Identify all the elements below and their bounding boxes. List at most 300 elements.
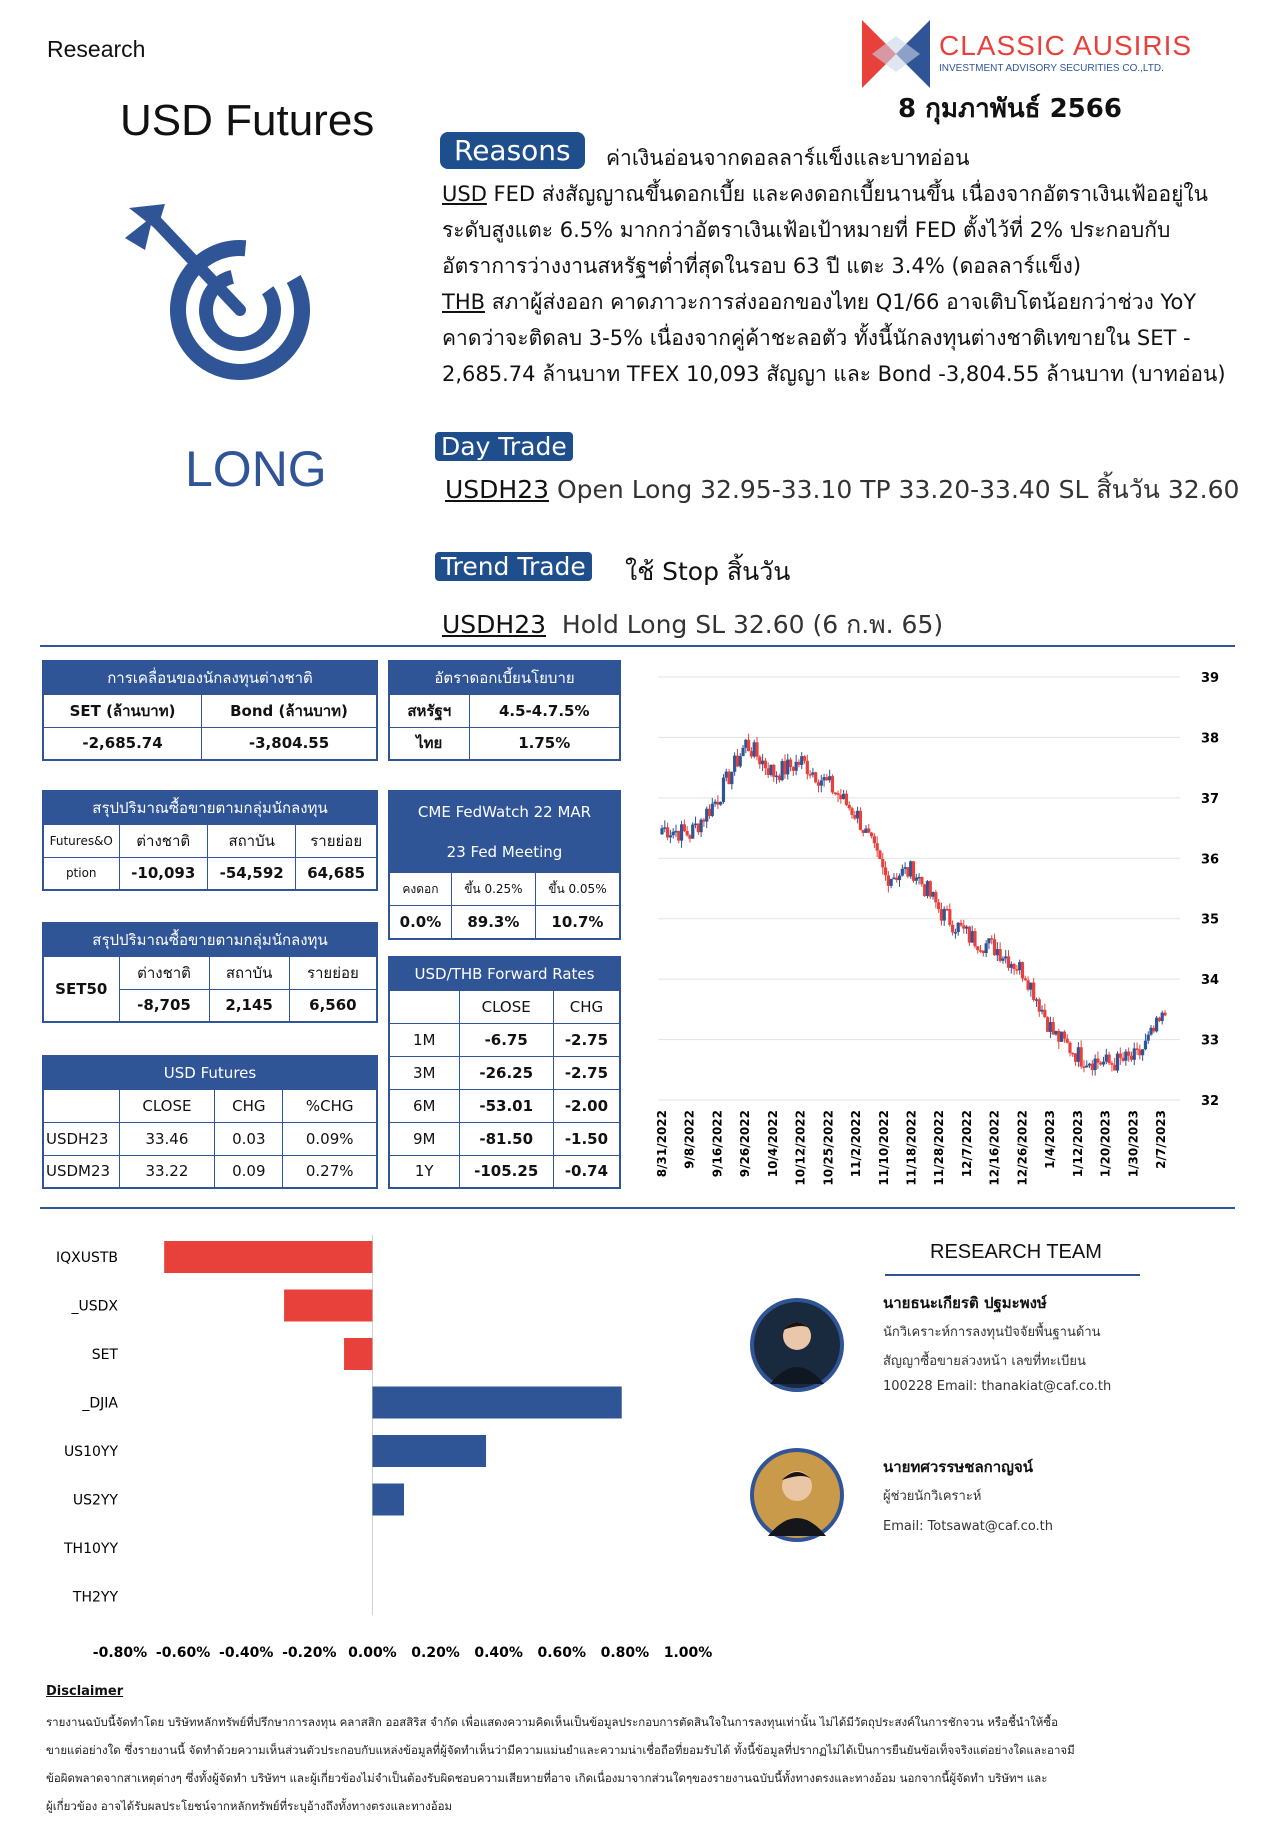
cell: -8,705 <box>119 989 209 1022</box>
candle-body <box>711 804 714 816</box>
candle-body <box>741 748 744 756</box>
candle-body <box>674 831 677 833</box>
target-icon <box>125 200 325 380</box>
candle-body <box>817 782 820 785</box>
candle-body <box>853 815 856 819</box>
candle-body <box>750 751 753 756</box>
col-header: รายย่อย <box>289 956 377 989</box>
forward-title: USD/THB Forward Rates <box>389 957 620 990</box>
x-tick-label: 12/16/2022 <box>987 1110 1002 1186</box>
candle-body <box>982 951 985 953</box>
cell: -6.75 <box>459 1023 553 1056</box>
candle-body <box>895 878 898 880</box>
candle-body <box>736 756 739 767</box>
member-2-name: นายทศวรรษชลกาญจน์ <box>883 1458 1033 1476</box>
row-label: SET50 <box>43 956 119 1022</box>
candle-body <box>702 820 705 822</box>
set50-flow-table <box>42 922 378 1023</box>
y-tick-label: 36 <box>1200 852 1220 868</box>
candle-body <box>959 923 962 926</box>
candle-body <box>834 792 837 794</box>
reasons-usd <box>442 176 1262 392</box>
candle-body <box>822 777 825 780</box>
candle-body <box>931 892 934 897</box>
candle-body <box>915 878 918 881</box>
candle-body <box>1054 1031 1057 1035</box>
candle-body <box>1121 1058 1124 1061</box>
candle-body <box>1024 978 1027 980</box>
candle-body <box>965 927 968 929</box>
x-tick-label: 10/4/2022 <box>765 1110 780 1178</box>
cell: 89.3% <box>451 906 535 939</box>
candle-body <box>1035 999 1038 1001</box>
candle-body <box>666 827 669 837</box>
candle-body <box>708 809 711 816</box>
thb-tag: THB <box>442 290 486 314</box>
day-trade-text: Open Long 32.95-33.10 TP 33.20-33.40 SL สิ้นวัน 32.60 <box>549 475 1240 504</box>
candle-body <box>786 760 789 775</box>
candle-body <box>806 761 809 774</box>
candle-body <box>705 809 708 822</box>
col-header: CHG <box>215 1089 283 1122</box>
x-tick-label: 11/10/2022 <box>876 1110 891 1186</box>
x-tick-label: -0.80% <box>92 1645 148 1661</box>
candle-body <box>1099 1063 1102 1065</box>
trend-trade-tag: Trend Trade <box>435 552 592 581</box>
cell: -2.75 <box>553 1023 620 1056</box>
x-tick-label: 2/7/2023 <box>1154 1110 1168 1169</box>
candle-body <box>803 756 806 761</box>
candle-body <box>892 878 895 880</box>
candle-body <box>979 950 982 952</box>
candle-body <box>1077 1047 1080 1062</box>
col-header: รายย่อย <box>296 824 377 857</box>
candle-body <box>814 772 817 782</box>
candle-body <box>725 772 728 778</box>
x-tick-label: 0.80% <box>600 1645 650 1661</box>
candle-body <box>783 761 786 774</box>
cell: -53.01 <box>459 1089 553 1122</box>
forward-rates-table <box>388 956 621 1189</box>
candle-body <box>962 925 965 928</box>
candle-body <box>1043 1010 1046 1017</box>
col-header: คงดอก <box>389 873 451 906</box>
cell: -2.75 <box>553 1056 620 1089</box>
policy-rate-table <box>388 660 621 761</box>
row-label: 6M <box>389 1089 459 1122</box>
candle-body <box>884 867 887 875</box>
row-label: 1Y <box>389 1155 459 1188</box>
candle-body <box>800 756 803 765</box>
candle-body <box>1074 1053 1077 1061</box>
usd-line: FED ส่งสัญญาณขึ้นดอกเบี้ย และคงดอกเบี้ยนานขึ้น เนื่องจากอัตราเงินเฟ้ออยู่ใน <box>486 182 1209 206</box>
candle-body <box>722 778 725 802</box>
reasons-tag: Reasons <box>440 132 585 169</box>
bar <box>372 1387 621 1419</box>
report-date: 8 กุมภาพันธ์ 2566 <box>898 94 1122 124</box>
category-label: SET <box>91 1347 118 1363</box>
candle-body <box>940 909 943 921</box>
candle-body <box>996 949 999 955</box>
foreign-flow-table <box>42 660 378 761</box>
col-header: CLOSE <box>119 1089 215 1122</box>
candle-body <box>873 836 876 843</box>
candle-body <box>716 802 719 805</box>
candle-body <box>1163 1013 1166 1016</box>
candle-body <box>694 824 697 826</box>
col-header: Bond (ล้านบาท) <box>202 694 377 727</box>
candle-body <box>1046 1017 1049 1032</box>
team-title-underline <box>885 1274 1140 1276</box>
candle-body <box>867 828 870 832</box>
candle-body <box>848 805 851 808</box>
avatar-icon <box>750 1448 844 1542</box>
candle-body <box>1080 1047 1083 1066</box>
candle-body <box>987 938 990 943</box>
candle-body <box>820 780 823 785</box>
trend-trade-note: ใช้ Stop สิ้นวัน <box>625 557 791 586</box>
bar <box>164 1241 372 1273</box>
disclaimer-line: ผู้เกี่ยวข้อง อาจได้รับผลประโยชน์จากหลักทรัพย์ที่ระบุอ้างถึงทั้งทางตรงและทางอ้อม <box>46 1799 453 1813</box>
cell: 0.0% <box>389 906 451 939</box>
member-1-name: นายธนะเกียรติ ปฐมะพงษ์ <box>883 1294 1047 1312</box>
candle-body <box>1013 964 1016 969</box>
candle-body <box>669 835 672 837</box>
candle-body <box>713 802 716 804</box>
usd-futures-title: USD Futures <box>43 1056 377 1089</box>
candle-body <box>1063 1032 1066 1039</box>
candle-body <box>758 757 761 765</box>
candle-body <box>937 902 940 909</box>
x-tick-label: 0.40% <box>474 1645 523 1661</box>
candle-body <box>890 879 893 886</box>
col-header: CHG <box>553 990 620 1023</box>
y-tick-label: 35 <box>1200 912 1220 928</box>
candle-body <box>1066 1039 1069 1043</box>
cell: -1.50 <box>553 1122 620 1155</box>
cell: 4.5-4.7.5% <box>469 694 620 727</box>
usd-tag: USD <box>442 182 487 206</box>
candle-body <box>739 756 742 766</box>
candle-body <box>1144 1041 1147 1050</box>
candle-body <box>934 892 937 902</box>
futures-flow-title: สรุปปริมาณซื้อขายตามกลุ่มนักลงทุน <box>43 791 377 824</box>
x-tick-label: 1/20/2023 <box>1098 1110 1113 1178</box>
candle-body <box>809 774 812 776</box>
x-tick-label: 9/26/2022 <box>738 1110 753 1178</box>
candle-body <box>909 861 912 876</box>
trend-trade-text: Hold Long SL 32.60 (6 ก.พ. 65) <box>546 610 944 639</box>
candle-body <box>795 762 798 771</box>
col-header: CLOSE <box>459 990 553 1023</box>
cell: -3,804.55 <box>202 727 377 760</box>
candle-body <box>954 932 957 934</box>
fedwatch-title: CME FedWatch 22 MAR 23 Fed Meeting <box>389 791 620 873</box>
candle-body <box>917 877 920 879</box>
candle-body <box>985 943 988 953</box>
candle-body <box>993 939 996 955</box>
usd-line: อัตราการว่างงานสหรัฐฯต่ำที่สุดในรอบ 63 ปี แตะ 3.4% (ดอลลาร์แข็ง) <box>442 254 1082 278</box>
candle-body <box>990 938 993 940</box>
category-label: IQXUSTB <box>55 1250 118 1266</box>
candle-body <box>1108 1055 1111 1064</box>
cell: -81.50 <box>459 1122 553 1155</box>
candle-body <box>929 881 932 897</box>
candle-body <box>850 808 853 815</box>
candle-body <box>677 831 680 841</box>
bar <box>284 1290 372 1322</box>
candle-body <box>792 767 795 771</box>
cell: -0.74 <box>553 1155 620 1188</box>
candle-body <box>1049 1022 1052 1032</box>
cell: -105.25 <box>459 1155 553 1188</box>
x-tick-label: 9/16/2022 <box>710 1110 725 1178</box>
candle-body <box>878 851 881 859</box>
x-tick-label: -0.40% <box>219 1645 274 1661</box>
candle-body <box>688 835 691 838</box>
candle-body <box>755 742 758 756</box>
row-label: ption <box>43 857 119 890</box>
cell: 33.22 <box>119 1155 215 1188</box>
candle-body <box>1138 1050 1141 1056</box>
candle-body <box>831 776 834 792</box>
section-label: Research <box>47 36 146 62</box>
candle-body <box>1158 1018 1161 1021</box>
candle-body <box>1119 1053 1122 1057</box>
cell: -2,685.74 <box>43 727 202 760</box>
candle-body <box>1001 958 1004 960</box>
candle-body <box>898 876 901 880</box>
col-header: สถาบัน <box>209 956 289 989</box>
member-1-contact: 100228 Email: thanakiat@caf.co.th <box>883 1379 1112 1394</box>
x-tick-label: 0.00% <box>348 1645 397 1661</box>
candle-body <box>876 843 879 850</box>
candle-body <box>772 765 775 777</box>
candle-body <box>1026 980 1029 990</box>
candle-body <box>1029 983 1032 990</box>
team-title: RESEARCH TEAM <box>930 1241 1102 1263</box>
category-label: _USDX <box>71 1298 118 1315</box>
candle-body <box>811 772 814 774</box>
candle-body <box>973 931 976 946</box>
category-label: US10YY <box>63 1444 118 1460</box>
candle-body <box>1155 1018 1158 1032</box>
candle-body <box>1021 962 1024 978</box>
candle-body <box>828 776 831 780</box>
cell: 2,145 <box>209 989 289 1022</box>
candle-body <box>839 795 842 799</box>
candle-body <box>663 827 666 829</box>
row-label: USDH23 <box>43 1122 119 1155</box>
candle-body <box>1149 1028 1152 1035</box>
category-label: TH2YY <box>72 1589 118 1606</box>
x-tick-label: 0.60% <box>537 1645 587 1661</box>
candle-body <box>951 925 954 932</box>
candle-body <box>789 760 792 768</box>
x-tick-label: 1.00% <box>663 1645 713 1661</box>
cell: 0.09 <box>215 1155 283 1188</box>
disclaimer-line: ขายแต่อย่างใด ซึ่งรายงานนี้ จัดทำด้วยความเห็นส่วนตัวประกอบกับแหล่งข้อมูลที่ผู้จัดทำเห็นว่ามีความแม่นยำและความน่าเชื่อถือที่ยอมรับได้ ทั้งนี้ข้อมูลที่ปรากฏไม่ได้เป็นการยืนยันข้อเท็จจริงแต่อย่างใดและอาจมี <box>46 1743 1075 1757</box>
candle-body <box>1052 1022 1055 1034</box>
candle-body <box>1161 1013 1164 1021</box>
candle-body <box>948 909 951 925</box>
x-tick-label: 0.20% <box>411 1645 460 1661</box>
candle-body <box>901 869 904 876</box>
candle-body <box>1096 1059 1099 1063</box>
candle-body <box>1127 1052 1130 1056</box>
col-header: ขึ้น 0.25% <box>451 873 535 906</box>
candle-body <box>1135 1048 1138 1050</box>
candle-body <box>719 802 722 805</box>
candle-body <box>697 824 700 833</box>
candle-body <box>968 927 971 943</box>
row-label: Futures&O <box>43 824 119 857</box>
member-2-role: ผู้ช่วยนักวิเคราะห์ <box>883 1489 982 1504</box>
candle-body <box>700 820 703 833</box>
candle-body <box>1032 983 1035 1000</box>
candle-body <box>836 793 839 795</box>
cell: 1.75% <box>469 727 620 760</box>
x-tick-label: 1/12/2023 <box>1070 1110 1085 1178</box>
category-label: _DJIA <box>82 1395 118 1412</box>
cell: สหรัฐฯ <box>389 694 469 727</box>
reasons-headline: ค่าเงินอ่อนจากดอลลาร์แข็งและบาทอ่อน <box>606 146 970 170</box>
category-label: US2YY <box>72 1492 118 1509</box>
divider-top <box>40 645 1235 647</box>
candle-body <box>1147 1035 1150 1041</box>
candle-body <box>660 828 663 834</box>
thb-line: คาดว่าจะติดลบ 3-5% เนื่องจากคู่ค้าชะลอตัว ทั้งนี้นักลงทุนต่างชาติเทขายใน SET - <box>442 326 1191 350</box>
candle-body <box>999 949 1002 961</box>
company-logo-icon <box>862 20 930 88</box>
candle-body <box>753 742 756 756</box>
trend-trade-line <box>442 605 943 645</box>
candle-body <box>1060 1032 1063 1042</box>
candle-body <box>856 811 859 819</box>
cell: 10.7% <box>535 906 620 939</box>
signal-label: LONG <box>185 441 327 497</box>
x-tick-label: 11/2/2022 <box>849 1110 864 1178</box>
row-label: 1M <box>389 1023 459 1056</box>
cell: 64,685 <box>296 857 377 890</box>
candle-body <box>1018 962 1021 970</box>
candle-body <box>775 776 778 778</box>
row-label: 3M <box>389 1056 459 1089</box>
candle-body <box>957 923 960 932</box>
candle-body <box>912 861 915 880</box>
page-title: USD Futures <box>120 96 375 145</box>
price-chart <box>650 655 1240 1195</box>
candle-body <box>971 931 974 942</box>
candle-body <box>904 867 907 869</box>
candle-body <box>778 776 781 781</box>
candle-body <box>976 946 979 950</box>
candle-body <box>864 828 867 832</box>
policy-rate-title: อัตราดอกเบี้ยนโยบาย <box>389 661 620 694</box>
candle-body <box>906 867 909 876</box>
candle-body <box>744 740 747 748</box>
candle-body <box>1113 1065 1116 1071</box>
candle-body <box>1110 1063 1113 1065</box>
candle-body <box>781 761 784 780</box>
set50-flow-title: สรุปปริมาณซื้อขายตามกลุ่มนักลงทุน <box>43 923 377 956</box>
candle-body <box>1102 1062 1105 1065</box>
y-tick-label: 37 <box>1200 791 1220 807</box>
candle-body <box>926 881 929 896</box>
y-tick-label: 33 <box>1200 1033 1220 1049</box>
thb-line: สภาผู้ส่งออก คาดภาวะการส่งออกของไทย Q1/66 อาจเติบโตน้อยกว่าช่วง YoY <box>485 290 1197 314</box>
bar <box>372 1484 404 1516</box>
candle-body <box>923 884 926 896</box>
x-tick-label: 10/12/2022 <box>793 1110 808 1186</box>
company-name: CLASSIC AUSIRIS <box>939 30 1193 61</box>
candle-body <box>943 909 946 921</box>
candle-body <box>881 859 884 867</box>
disclaimer-line: รายงานฉบับนี้จัดทำโดย บริษัทหลักทรัพย์ที่ปรึกษาการลงทุน คลาสสิก ออสสิริส จำกัด เพื่อแสดงความคิดเห็นเป็นข้อมูลประกอบการตัดสินใจในการลงทุนเท่านั้น ไม่ได้มีวัตถุประสงค์ในการชักจวน หรือชี้นำให้ซื้อ <box>46 1715 1059 1729</box>
y-tick-label: 38 <box>1200 731 1220 747</box>
foreign-flow-title: การเคลื่อนของนักลงทุนต่างชาติ <box>43 661 377 694</box>
candle-body <box>920 877 923 884</box>
candle-body <box>1004 956 1007 958</box>
bar-chart <box>40 1225 720 1665</box>
col-header: สถาบัน <box>207 824 295 857</box>
candle-body <box>1133 1048 1136 1059</box>
x-tick-label: 11/18/2022 <box>904 1110 919 1186</box>
candle-body <box>769 765 772 775</box>
candle-body <box>887 875 890 886</box>
disclaimer-title: Disclaimer <box>46 1684 124 1699</box>
trend-trade-symbol: USDH23 <box>442 610 547 639</box>
cell: -10,093 <box>119 857 207 890</box>
candle-body <box>672 832 675 836</box>
thb-line: 2,685.74 ล้านบาท TFEX 10,093 สัญญา และ Bond -3,804.55 ล้านบาท (บาทอ่อน) <box>442 362 1226 386</box>
x-tick-label: 12/26/2022 <box>1015 1110 1030 1186</box>
divider-mid <box>40 1207 1235 1209</box>
day-trade-tag: Day Trade <box>435 432 573 461</box>
col-header: ต่างชาติ <box>119 824 207 857</box>
y-tick-label: 32 <box>1200 1094 1220 1109</box>
cell: -26.25 <box>459 1056 553 1089</box>
x-tick-label: -0.60% <box>155 1645 211 1661</box>
candle-body <box>825 777 828 780</box>
cell: ไทย <box>389 727 469 760</box>
candle-body <box>761 761 764 765</box>
candle-body <box>1105 1055 1108 1062</box>
col-header: SET (ล้านบาท) <box>43 694 202 727</box>
cell: -2.00 <box>553 1089 620 1122</box>
futures-flow-table <box>42 790 378 891</box>
x-tick-label: 1/4/2023 <box>1043 1110 1058 1169</box>
member-1-role: นักวิเคราะห์การลงทุนปัจจัยพื้นฐานด้าน <box>883 1325 1101 1340</box>
candle-body <box>1057 1031 1060 1042</box>
cell: -54,592 <box>207 857 295 890</box>
candle-body <box>945 909 948 911</box>
row-label: 9M <box>389 1122 459 1155</box>
candle-body <box>870 833 873 837</box>
disclaimer-body <box>46 1708 1236 1820</box>
col-header: ขึ้น 0.05% <box>535 873 620 906</box>
col-header: %CHG <box>283 1089 377 1122</box>
candle-body <box>1141 1049 1144 1055</box>
x-tick-label: 8/31/2022 <box>655 1110 669 1178</box>
company-subtitle: INVESTMENT ADVISORY SECURITIES CO.,LTD. <box>939 63 1164 74</box>
x-tick-label: 1/30/2023 <box>1126 1110 1141 1178</box>
y-tick-label: 39 <box>1200 671 1220 686</box>
candle-body <box>691 825 694 839</box>
candle-body <box>767 768 770 775</box>
candle-body <box>1124 1052 1127 1061</box>
candle-body <box>686 831 689 835</box>
